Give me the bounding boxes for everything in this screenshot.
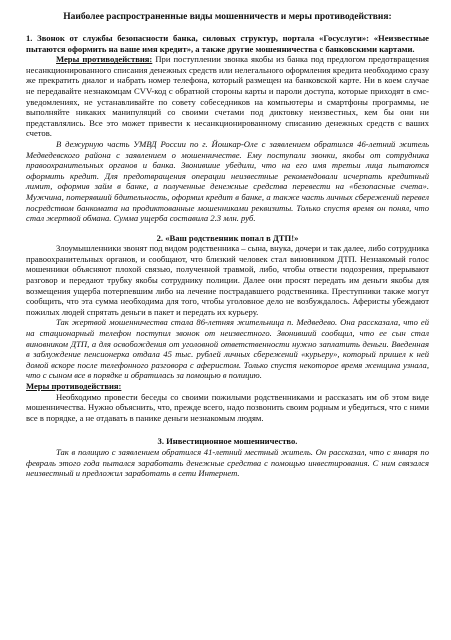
document-title: Наиболее распространенные виды мошенничеств и меры противодействия: [63,12,392,22]
measures-label: Меры противодействия: [56,54,153,65]
section-1-measures [26,54,429,139]
section-3-case: Так в полицию с заявлением обратился 41-летний местный житель. Он рассказал, что с января по февраль этого года пытался заработать денежные средства с помощью инвестирования. С ним связался неизвестный и предложил заработать в сети Интернет. [26,446,429,479]
section-2-case: Так жертвой мошенничества стала 86-летняя жительница п. Медведево. Она рассказала, что ей на стационарный телефон поступил звонок от неизвестного. Звонивший сообщил, что ее сын стал виновником ДТП, а для освобождения от уголовной ответственности нужно заплатить деньги. Введенная в заблуждение пенсионерка отдала 45 тыс. рублей личных сбережений «курьеру», который пришел к ней домой вскоре после телефонного разговора с аферистом. Только спустя некоторое время женщина узнала, что с сыном все в порядке и обратилась за помощью в полицию. [26,317,429,381]
section-2-text: Злоумышленники звонят под видом родственника – сына, внука, дочери и так далее, либо сотрудника правоохранительных органов, и сообщают, что близкий человек стал виновником ДТП. Незнакомый голос мошенники объясняют плохой связью, полученной травмой, либо, чтобы отвести подозрения, прерывают разговор и передают трубку якобы сотруднику полиции. Далее они просят передать им деньги якобы для возмещения ущерба потерпевшим либо на лечение пострадавшего родственника. Преступники также могут сообщить, что эта сумма необходима для того, чтобы уголовное дело не возбуждалось. Аферисты убеждают пожилых людей спрятать деньги в пакет и передать их курьеру. [26,243,429,317]
section-1-heading: 1. Звонок от службы безопасности банка, силовых структур, портала «Госуслуги»: «Неизвестные пытаются оформить на ваше имя кредит», а также другие мошенничества с банковскими картами. [26,33,429,54]
measures-text: При поступлении звонка якобы из банка под предлогом предотвращения несанкционированного списания денежных средств или нелегального оформления кредита необходимо сразу же прекратить диалог и набрать номер телефона, который размещен на банковской карте. Ни в коем случае не передавайте незнакомцам CVV-код с обратной стороны карты и пароли доступа, которые приходят в смс-уведомлениях, не устанавливайте по совету собеседников на компьютеры и смартфоны программы, не выполняйте никаких манипуляций со своими счетами под диктовку неизвестных, кем бы они ни представлялись. Все это может привести к несанкционированному списанию денежных средств с ваших счетов. [26,54,429,139]
section-2-measures-label-line [26,381,429,392]
section-1-case: В дежурную часть УМВД России по г. Йошкар-Оле с заявлением обратился 46-летний житель Медведевского района с заявлением о мошенничестве. Ему поступали звонки, якобы от сотрудника правоохранительных органов и банка. Звонившие убедили, что на его имя третьи лица пытаются оформить кредит. Для предотвращения операции неизвестные рекомендовали исчерпать кредитный лимит, оформив займ в банке, а полученные денежные средства перевести на «безопасные счета». Мужчина, потерявший бдительность, оформил кредит в банке, а также часть личных сбережений перевел посредством банкомата на продиктованные мошенниками реквизиты. Только спустя время он понял, что стал жертвой обмана. Сумма ущерба составила 2.3 млн. руб. [26,138,429,224]
section-2-measures: Необходимо провести беседы со своими пожилыми родственниками и рассказать им об этом виде мошенничества. Нужно объяснить, что, прежде всего, надо позвонить своим родным и убедиться, что с ними все в порядке, а не отдавать в панике деньги незнакомым людям. [26,391,429,423]
section-2-heading: 2. «Ваш родственник попал в ДТП!» [156,232,299,243]
measures-label: Меры противодействия: [26,381,122,391]
section-3-heading: 3. Инвестиционное мошенничество. [157,436,298,447]
